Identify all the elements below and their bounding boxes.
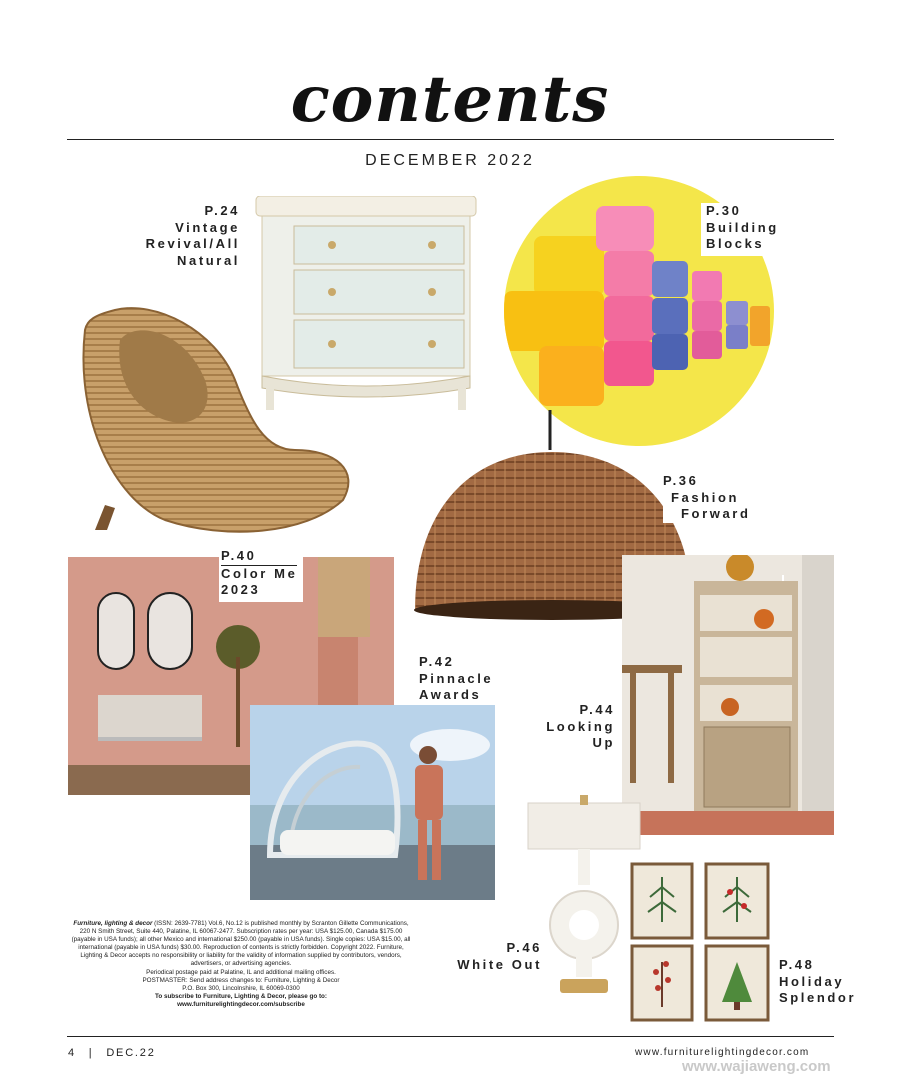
feature-title-line: Up [592, 735, 615, 750]
issue-date: DECEMBER 2022 [365, 152, 535, 169]
feature-title-line: Forward [681, 506, 751, 521]
feature-page-number: P.30 [706, 203, 742, 218]
page-number: 4 [68, 1047, 76, 1059]
feature-p30[interactable] [701, 203, 785, 256]
feature-title-line: Revival/All [145, 236, 240, 251]
imprint-body: (ISSN: 2639-7781) Vol.6, No.12 is published monthly by Scranton Gillette Communications, 220 N Smith Street, Suite 440, Palatine, IL 60067-2477. Subscription rates per year: USA $125.00, Canada $175.00 (payable in USA funds); all other Mexico and international $250.00 (payable in USA funds). Single copies: USA $15.00, all international (payable in USA funds) $30.00. Reproduction of contents is strictly forbidden. Copyright 2022. Furniture, Lighting & Decor accepts no responsibility or liability for the validity of information supplied by contributors, vendors, advertisers, or advertising agencies. [71, 920, 411, 968]
publication-name: Furniture, lighting & decor [73, 920, 153, 927]
feature-title-line: 2023 [221, 582, 261, 597]
feature-title-line: Splendor [779, 990, 857, 1005]
feature-page-number: P.44 [579, 702, 615, 717]
imprint-subscribe: To subscribe to Furniture, Lighting & Decor, please go to: [154, 992, 327, 1000]
outdoor-daybed-photo [250, 705, 495, 900]
feature-p24[interactable] [140, 203, 240, 269]
white-table-lamp-photo [524, 795, 644, 1005]
feature-title-line: Pinnacle [419, 670, 494, 686]
feature-p40[interactable] [219, 548, 303, 602]
issue-short: DEC.22 [106, 1047, 156, 1059]
feature-page-number: P.40 [221, 548, 257, 563]
vintage-dresser-photo [252, 196, 480, 412]
feature-page-number: P.48 [779, 957, 815, 972]
feature-title-line: Looking [546, 718, 615, 734]
feature-title-line: Fashion [671, 489, 740, 505]
feature-page-number: P.36 [663, 473, 699, 488]
feature-p36[interactable] [663, 473, 759, 523]
feature-p48[interactable] [779, 957, 856, 1007]
feature-page-number: P.46 [506, 940, 542, 955]
footer-rule [67, 1036, 834, 1037]
feature-p46[interactable] [440, 940, 542, 973]
feature-p42[interactable] [419, 654, 493, 704]
imprint-postmaster: POSTMASTER: Send address changes to: Furniture, Lighting & Decor [142, 976, 340, 984]
imprint-periodical: Periodical postage paid at Palatine, IL and additional mailing offices. [146, 968, 336, 976]
subscribe-link[interactable]: www.furniturelightingdecor.com/subscribe [177, 1000, 305, 1008]
publication-imprint [68, 920, 414, 1009]
folio-separator: | [88, 1047, 94, 1059]
feature-title-line: Building [706, 219, 779, 235]
website-link[interactable]: www.furniturelightingdecor.com [635, 1047, 810, 1058]
imprint-address: P.O. Box 300, Lincolnshire, IL 60069-0300 [182, 984, 300, 992]
feature-title-line: White Out [457, 956, 542, 972]
page-title: contents [290, 62, 610, 137]
feature-title-line: Awards [419, 687, 482, 702]
feature-page-number: P.24 [204, 203, 240, 218]
watermark: www.wajiaweng.com [682, 1058, 831, 1075]
bookcase-room-photo [622, 555, 834, 835]
feature-title-line: Vintage [175, 219, 240, 235]
feature-page-number: P.42 [419, 654, 455, 669]
feature-title-line: Holiday [779, 973, 845, 989]
holiday-prints-photo [630, 862, 770, 1022]
feature-title-line: Natural [177, 252, 240, 268]
title-rule [67, 139, 834, 140]
folio [68, 1047, 156, 1059]
feature-title-line: Blocks [706, 236, 765, 251]
feature-p44[interactable] [530, 702, 615, 752]
feature-title-line: Color Me [221, 565, 298, 581]
